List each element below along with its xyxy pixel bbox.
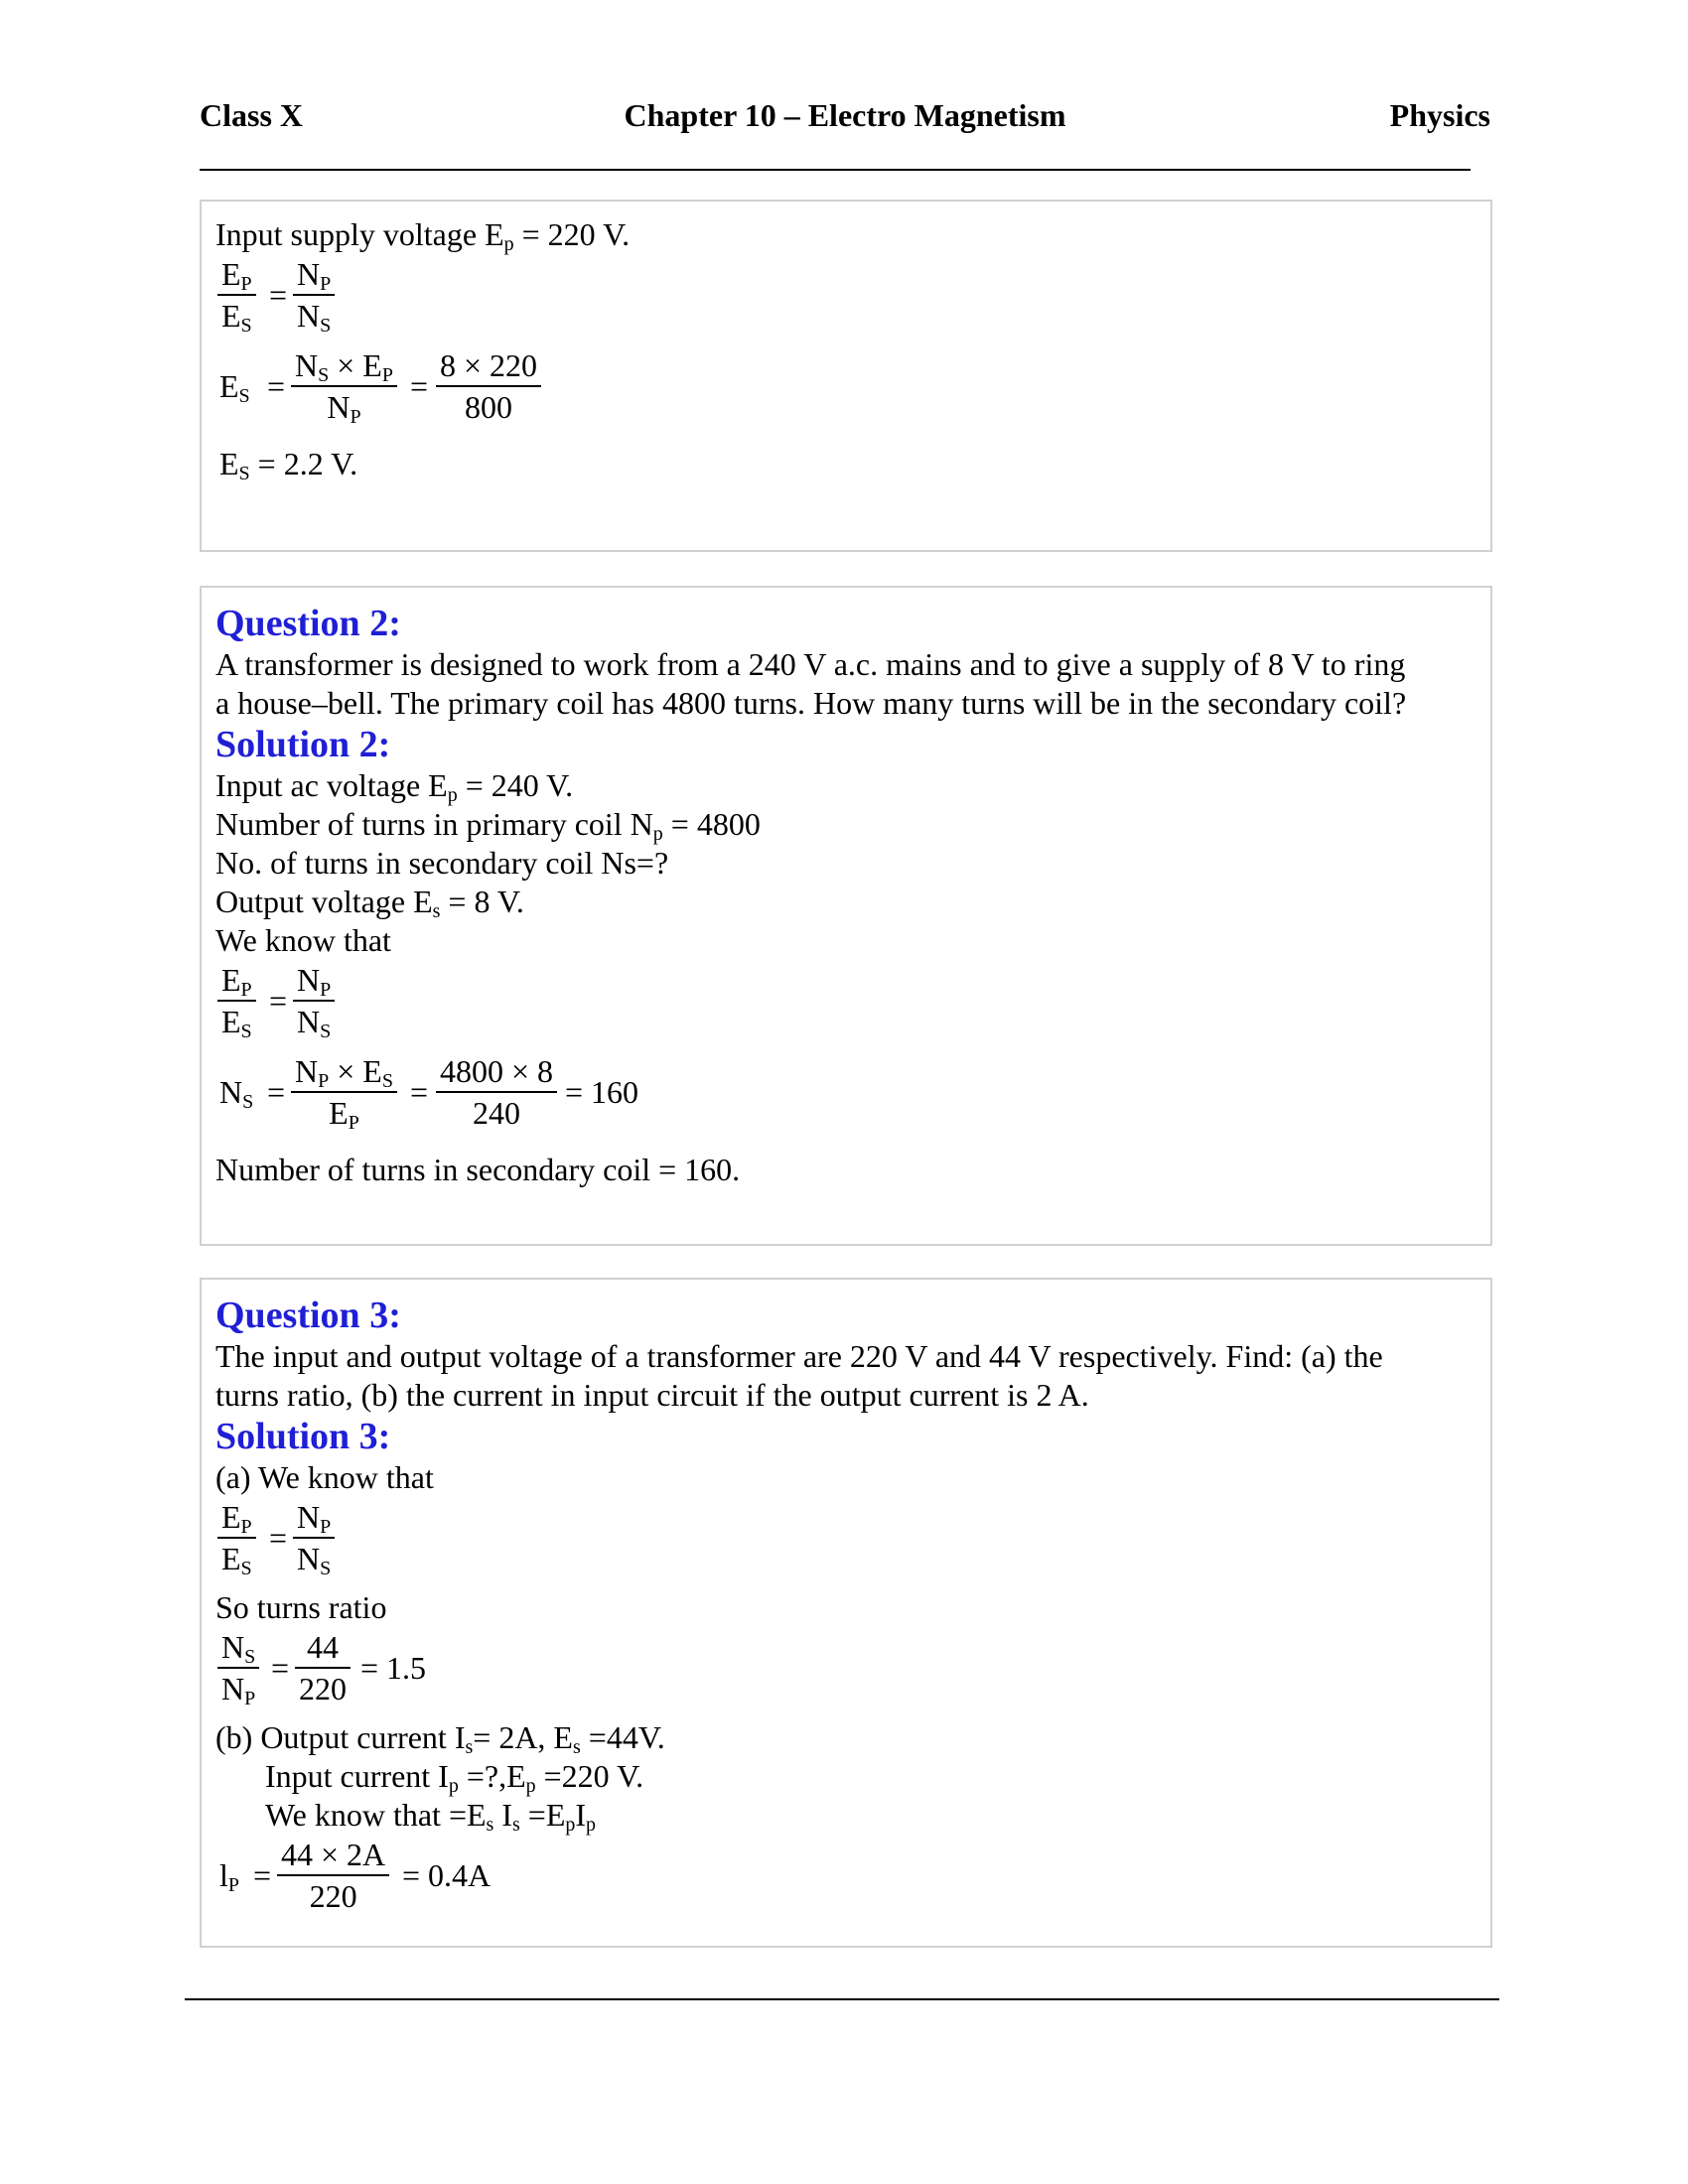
question-2-text-line-1: A transformer is designed to work from a 240 V a.c. mains and to give a supply of 8 V to ring — [215, 646, 1406, 682]
input-current-equation: $l_P$ = $\frac{44 \times 2A}{220}$ = 0.4A — [219, 1837, 492, 1914]
input-voltage-line: Input ac voltage $E_p = 240$ V. — [215, 767, 574, 806]
final-answer-line: Number of turns in secondary coil = 160. — [215, 1152, 741, 1187]
we-know-that-line: We know that — [215, 922, 391, 958]
turns-ratio-equation: $\frac{N_S}{N_P}$ = $\frac{44}{220}$ = 1.5 — [215, 1627, 1477, 1718]
subject-label: Physics — [1389, 97, 1490, 133]
page-header — [200, 97, 1490, 141]
question-3-text-line-1: The input and output voltage of a transformer are 220 V and 44 V respectively. Find: (a) the — [215, 1338, 1383, 1374]
primary-turns-line: Number of turns in primary coil $N_p = 4800$ — [215, 806, 761, 845]
question-3-content — [215, 1294, 1477, 1926]
solution-3-title: Solution 3: — [215, 1416, 391, 1457]
footer-rule — [185, 1998, 1499, 2000]
question-2-title: Question 2: — [215, 603, 401, 644]
secondary-turns-line: No. of turns in secondary coil Ns=? — [215, 845, 669, 881]
es-result-line: $E_S = 2.2$ V. — [219, 446, 358, 484]
solution-continuation-box — [200, 200, 1492, 552]
question-3-box — [200, 1278, 1492, 1948]
transformer-ratio-equation-2: $\frac{E_P}{E_S}$ = $\frac{N_P}{N_S}$ — [215, 960, 1477, 1051]
question-3-title: Question 3: — [215, 1295, 401, 1336]
input-supply-line: Input supply voltage $E_p = 220$ V. — [215, 216, 631, 255]
question-2-text-line-2: a house–bell. The primary coil has 4800 turns. How many turns will be in the secondary coil? — [215, 685, 1407, 721]
part-b-line-2: Input current $I_p$ $=?,E_p =220$ V. — [265, 1758, 644, 1797]
transformer-ratio-equation: $\frac{E_P}{E_S}$ = $\frac{N_P}{N_S}$ — [215, 254, 1477, 345]
es-calculation-equation: $E_S$ = $\frac{N_S \times E_P}{N_P}$ = $\frac{8 \times 220}{800}$ — [215, 345, 1477, 445]
question-3-text-line-2: turns ratio, (b) the current in input circuit if the output current is 2 A. — [215, 1377, 1089, 1413]
part-a-line: (a) We know that — [215, 1459, 434, 1495]
question-2-content — [215, 602, 1477, 1189]
chapter-title: Chapter 10 – Electro Magnetism — [624, 97, 1066, 133]
part-b-line-3: We know that $=E_s$ $I_s =E_pI_p$ — [265, 1797, 597, 1836]
part-b-line-1: (b) Output current $I_s= 2A$, $E_s =44V$. — [215, 1719, 665, 1758]
output-voltage-line: Output voltage $E_s = 8$ V. — [215, 884, 524, 922]
turns-ratio-line: So turns ratio — [215, 1589, 387, 1625]
transformer-ratio-equation-3: $\frac{E_P}{E_S}$ = $\frac{N_P}{N_S}$ — [215, 1497, 1477, 1588]
ns-calculation-equation: $N_S$ = $\frac{N_P \times E_S}{E_P}$ = $\frac{4800 \times 8}{240}$ = 160 — [219, 1053, 639, 1134]
box1-content — [215, 215, 1477, 483]
class-label: Class X — [200, 97, 304, 133]
solution-2-title: Solution 2: — [215, 724, 391, 765]
header-rule — [200, 169, 1471, 171]
question-2-box — [200, 586, 1492, 1246]
